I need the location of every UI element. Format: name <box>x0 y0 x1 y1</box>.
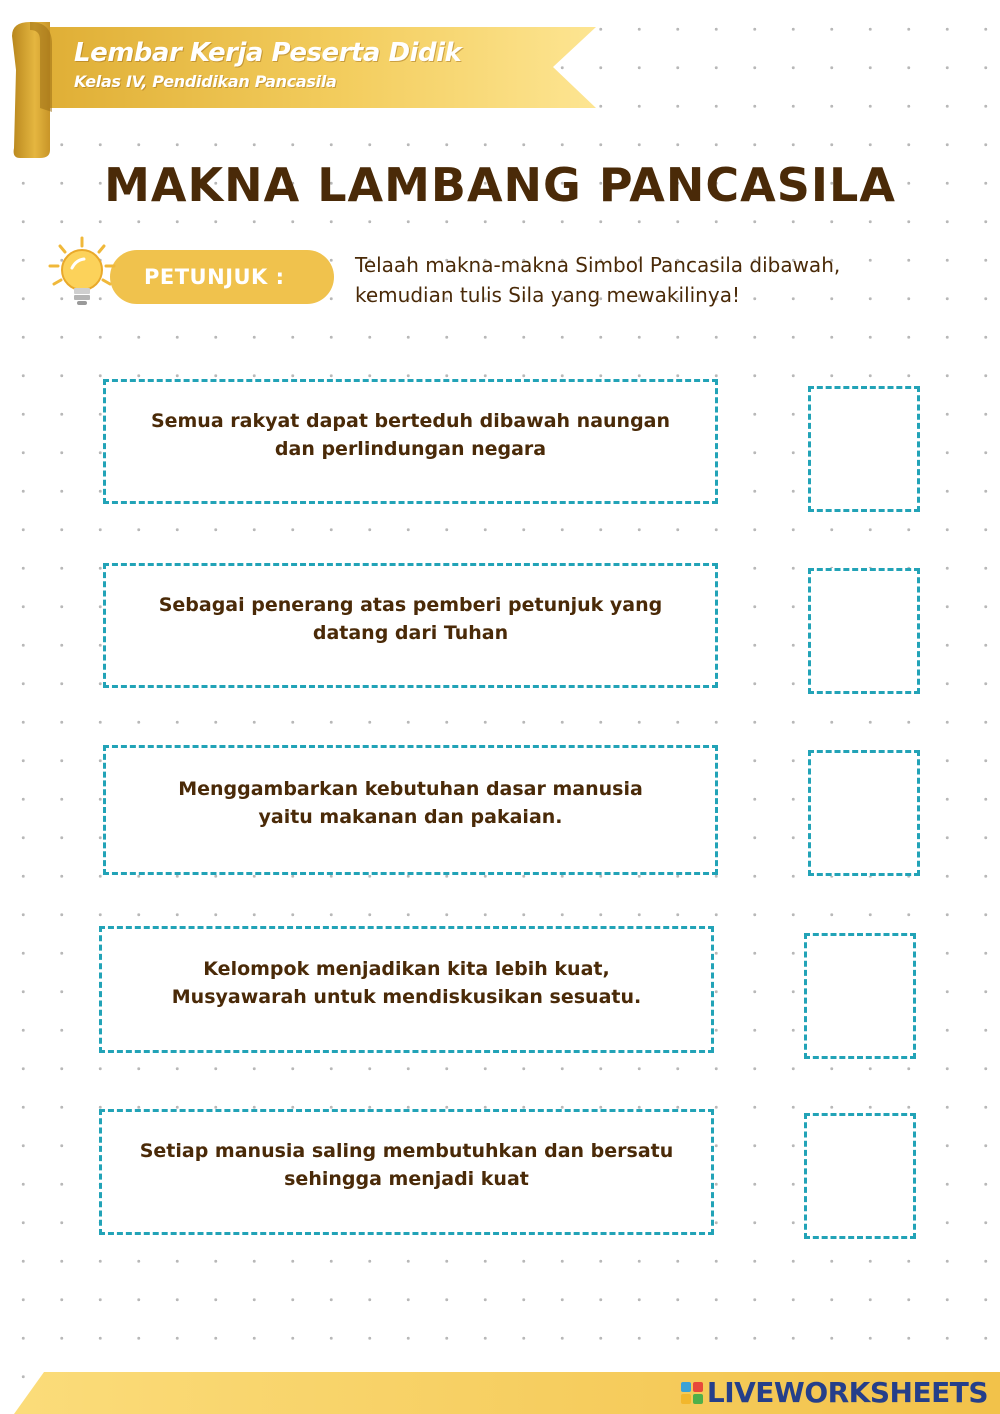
banner-subtitle: Kelas IV, Pendidikan Pancasila <box>74 72 337 91</box>
petunjuk-badge <box>110 250 334 304</box>
liveworksheets-logo-icon <box>681 1382 703 1404</box>
statement-box-3 <box>103 745 718 875</box>
page-title: MAKNA LAMBANG PANCASILA <box>104 158 896 212</box>
answer-box-1[interactable] <box>808 386 920 512</box>
statement-box-4 <box>99 926 714 1053</box>
brand-name: LIVEWORKSHEETS <box>706 1376 988 1409</box>
answer-box-2[interactable] <box>808 568 920 694</box>
statement-line: dan perlindungan negara <box>274 437 547 460</box>
statement-line: datang dari Tuhan <box>312 621 509 644</box>
answer-box-5[interactable] <box>804 1113 916 1239</box>
statement-box-5 <box>99 1109 714 1235</box>
lightbulb-icon <box>44 234 124 314</box>
statement-line: Sebagai penerang atas pemberi petunjuk yang <box>158 593 663 616</box>
statement-line: Semua rakyat dapat berteduh dibawah naungan <box>150 409 671 432</box>
statement-line: Setiap manusia saling membutuhkan dan bersatu <box>139 1140 674 1162</box>
instruction-text <box>355 250 935 310</box>
liveworksheets-brand[interactable] <box>681 1376 988 1409</box>
statement-box-1 <box>103 379 718 504</box>
header-banner <box>0 0 620 170</box>
statement-line: yaitu makanan dan pakaian. <box>258 806 563 828</box>
statement-line: Kelompok menjadikan kita lebih kuat, <box>203 957 610 980</box>
banner-title: Lembar Kerja Peserta Didik <box>74 38 462 68</box>
instruction-line: kemudian tulis Sila yang mewakilinya! <box>355 283 740 307</box>
petunjuk-label: PETUNJUK : <box>144 265 285 289</box>
statement-line: sehingga menjadi kuat <box>284 1168 529 1190</box>
instruction-line: Telaah makna-makna Simbol Pancasila dibawah, <box>355 253 841 277</box>
answer-box-3[interactable] <box>808 750 920 876</box>
answer-box-4[interactable] <box>804 933 916 1059</box>
statement-line: Menggambarkan kebutuhan dasar manusia <box>178 778 643 800</box>
statement-box-2 <box>103 563 718 688</box>
statement-line: Musyawarah untuk mendiskusikan sesuatu. <box>171 985 642 1008</box>
